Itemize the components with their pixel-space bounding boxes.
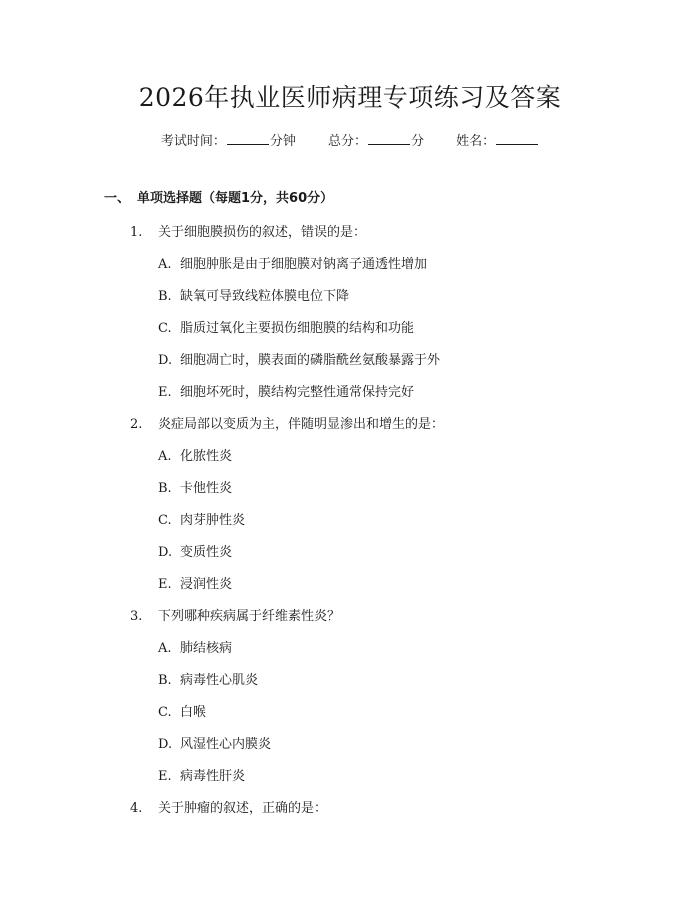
option-text: 化脓性炎 xyxy=(180,449,233,464)
option-text: 细胞坏死时，膜结构完整性通常保持完好 xyxy=(180,385,415,400)
option-2-e xyxy=(158,575,232,595)
exam-time-label: 考试时间： xyxy=(160,134,226,149)
option-1-d xyxy=(158,351,440,371)
question-4 xyxy=(130,799,327,819)
option-letter: D. xyxy=(158,545,173,560)
option-2-b xyxy=(158,479,232,499)
option-letter: B. xyxy=(158,481,172,496)
option-letter: B. xyxy=(158,289,172,304)
option-text: 缺氧可导致线粒体膜电位下降 xyxy=(180,289,350,304)
option-letter: E. xyxy=(158,577,172,592)
option-letter: E. xyxy=(158,385,172,400)
option-2-d xyxy=(158,543,232,563)
total-score-blank xyxy=(368,131,410,145)
question-1 xyxy=(130,223,366,243)
option-3-a xyxy=(158,639,232,659)
exam-time-unit: 分钟 xyxy=(269,134,296,149)
option-text: 变质性炎 xyxy=(180,545,233,560)
option-1-e xyxy=(158,383,414,403)
student-name-label: 姓名： xyxy=(456,134,496,149)
option-letter: E. xyxy=(158,769,172,784)
option-letter: A. xyxy=(158,641,172,656)
option-1-a xyxy=(158,255,427,275)
question-text: 关于细胞膜损伤的叙述，错误的是： xyxy=(158,225,367,240)
option-1-c xyxy=(158,319,414,339)
total-score-unit: 分 xyxy=(411,134,425,149)
document-title: 2026年执业医师病理专项练习及答案 xyxy=(138,83,562,112)
option-text: 浸润性炎 xyxy=(180,577,233,592)
total-score-label: 总分： xyxy=(327,134,367,149)
option-3-b xyxy=(158,671,258,691)
question-text: 关于肿瘤的叙述，正确的是： xyxy=(158,801,328,816)
question-text: 下列哪种疾病属于纤维素性炎？ xyxy=(158,609,341,624)
option-3-d xyxy=(158,735,271,755)
option-text: 细胞肿胀是由于细胞膜对钠离子通透性增加 xyxy=(180,257,428,272)
exam-info-line xyxy=(0,131,700,152)
question-2 xyxy=(130,415,444,435)
option-text: 白喉 xyxy=(180,705,207,720)
option-letter: B. xyxy=(158,673,172,688)
option-text: 卡他性炎 xyxy=(180,481,233,496)
question-text: 炎症局部以变质为主，伴随明显渗出和增生的是： xyxy=(158,417,445,432)
option-3-c xyxy=(158,703,206,723)
option-text: 病毒性肝炎 xyxy=(180,769,246,784)
option-2-a xyxy=(158,447,232,467)
option-text: 脂质过氧化主要损伤细胞膜的结构和功能 xyxy=(180,321,415,336)
option-text: 细胞凋亡时，膜表面的磷脂酰丝氨酸暴露于外 xyxy=(180,353,441,368)
option-letter: A. xyxy=(158,257,172,272)
option-1-b xyxy=(158,287,349,307)
total-score xyxy=(328,134,424,149)
option-letter: C. xyxy=(158,513,172,528)
section-title: 单项选择题（每题1分，共60分） xyxy=(137,191,334,206)
option-letter: C. xyxy=(158,705,172,720)
question-number: 4. xyxy=(130,801,143,816)
exam-time-blank xyxy=(227,131,269,145)
option-letter: C. xyxy=(158,321,172,336)
exam-time xyxy=(161,134,296,149)
option-text: 风湿性心内膜炎 xyxy=(180,737,272,752)
option-letter: D. xyxy=(158,353,173,368)
student-name-blank xyxy=(496,131,538,145)
question-number: 3. xyxy=(130,609,143,624)
option-3-e xyxy=(158,767,245,787)
section-heading xyxy=(104,189,333,209)
question-number: 2. xyxy=(130,417,143,432)
student-name xyxy=(456,134,539,149)
option-text: 病毒性心肌炎 xyxy=(180,673,259,688)
question-3 xyxy=(130,607,340,627)
option-text: 肺结核病 xyxy=(180,641,233,656)
option-text: 肉芽肿性炎 xyxy=(180,513,246,528)
option-2-c xyxy=(158,511,245,531)
section-number: 一、 xyxy=(104,191,131,206)
question-number: 1. xyxy=(130,225,143,240)
option-letter: A. xyxy=(158,449,172,464)
option-letter: D. xyxy=(158,737,173,752)
